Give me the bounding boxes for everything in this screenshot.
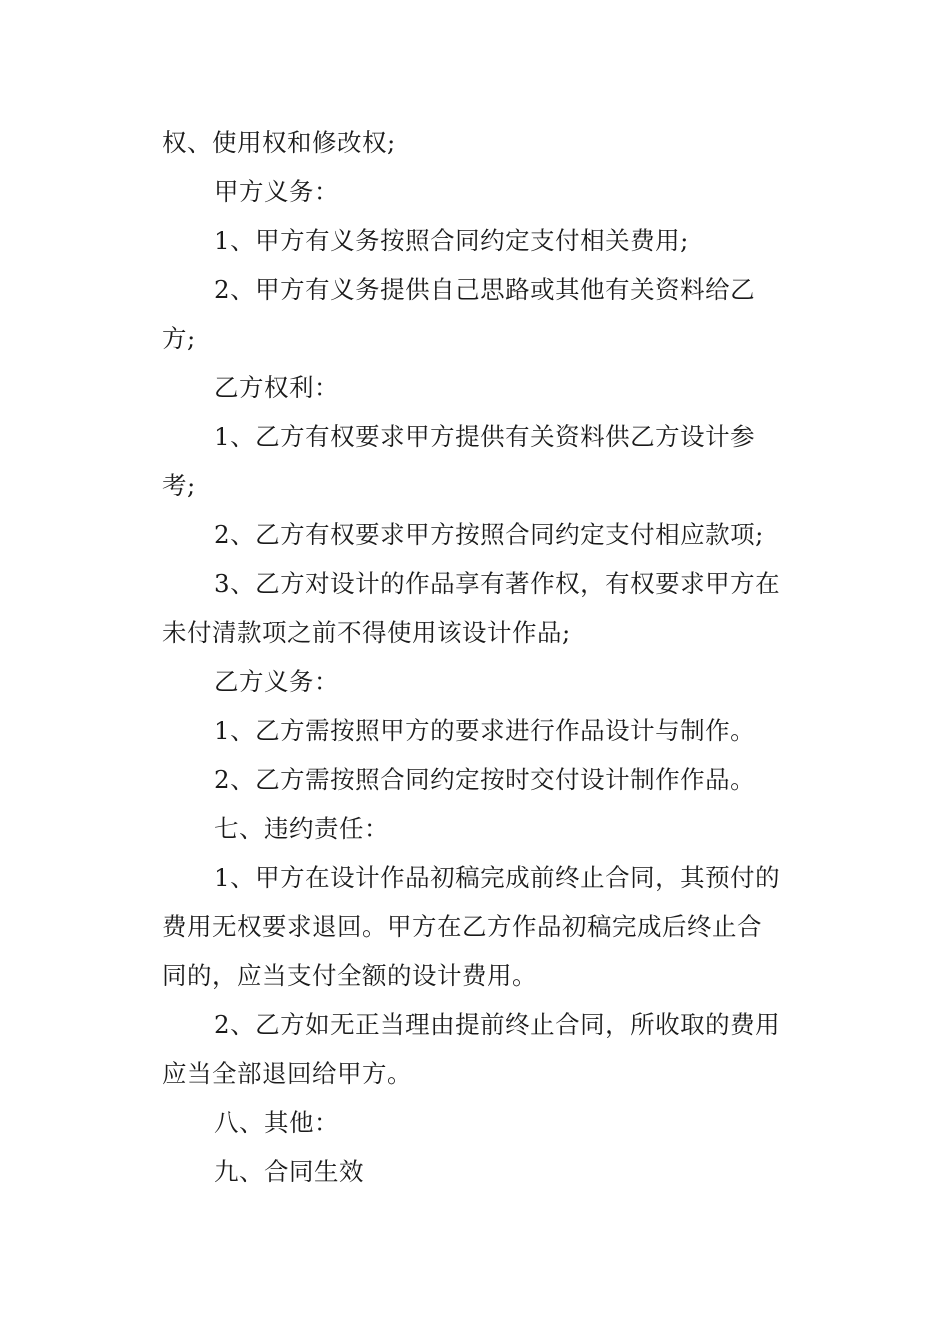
text-line: 3、乙方对设计的作品享有著作权，有权要求甲方在 (214, 569, 781, 598)
text-line: 1、乙方需按照甲方的要求进行作品设计与制作。 (214, 716, 756, 745)
text-line: 权、使用权和修改权; (162, 128, 396, 157)
text-line: 同的，应当支付全额的设计费用。 (162, 961, 537, 990)
text-line: 费用无权要求退回。甲方在乙方作品初稿完成后终止合 (162, 912, 762, 941)
text-line: 1、甲方在设计作品初稿完成前终止合同，其预付的 (214, 863, 781, 892)
document-page (162, 118, 792, 1196)
text-line: 2、乙方有权要求甲方按照合同约定支付相应款项; (214, 520, 764, 549)
section-heading-contract-effect: 九、合同生效 (214, 1157, 364, 1186)
text-line: 1、乙方有权要求甲方提供有关资料供乙方设计参 (214, 422, 756, 451)
section-heading-breach-liability: 七、违约责任： (214, 814, 389, 843)
section-heading-party-a-obligations: 甲方义务： (214, 177, 339, 206)
text-line: 2、乙方如无正当理由提前终止合同，所收取的费用 (214, 1010, 781, 1039)
text-line: 未付清款项之前不得使用该设计作品; (162, 618, 571, 647)
text-line: 考; (162, 471, 196, 500)
text-line: 2、乙方需按照合同约定按时交付设计制作作品。 (214, 765, 756, 794)
section-heading-other: 八、其他： (214, 1108, 339, 1137)
text-line: 1、甲方有义务按照合同约定支付相关费用; (214, 226, 689, 255)
text-line: 2、甲方有义务提供自己思路或其他有关资料给乙 (214, 275, 756, 304)
section-heading-party-b-rights: 乙方权利： (214, 373, 339, 402)
text-line: 应当全部退回给甲方。 (162, 1059, 412, 1088)
section-heading-party-b-obligations: 乙方义务： (214, 667, 339, 696)
text-line: 方; (162, 324, 196, 353)
